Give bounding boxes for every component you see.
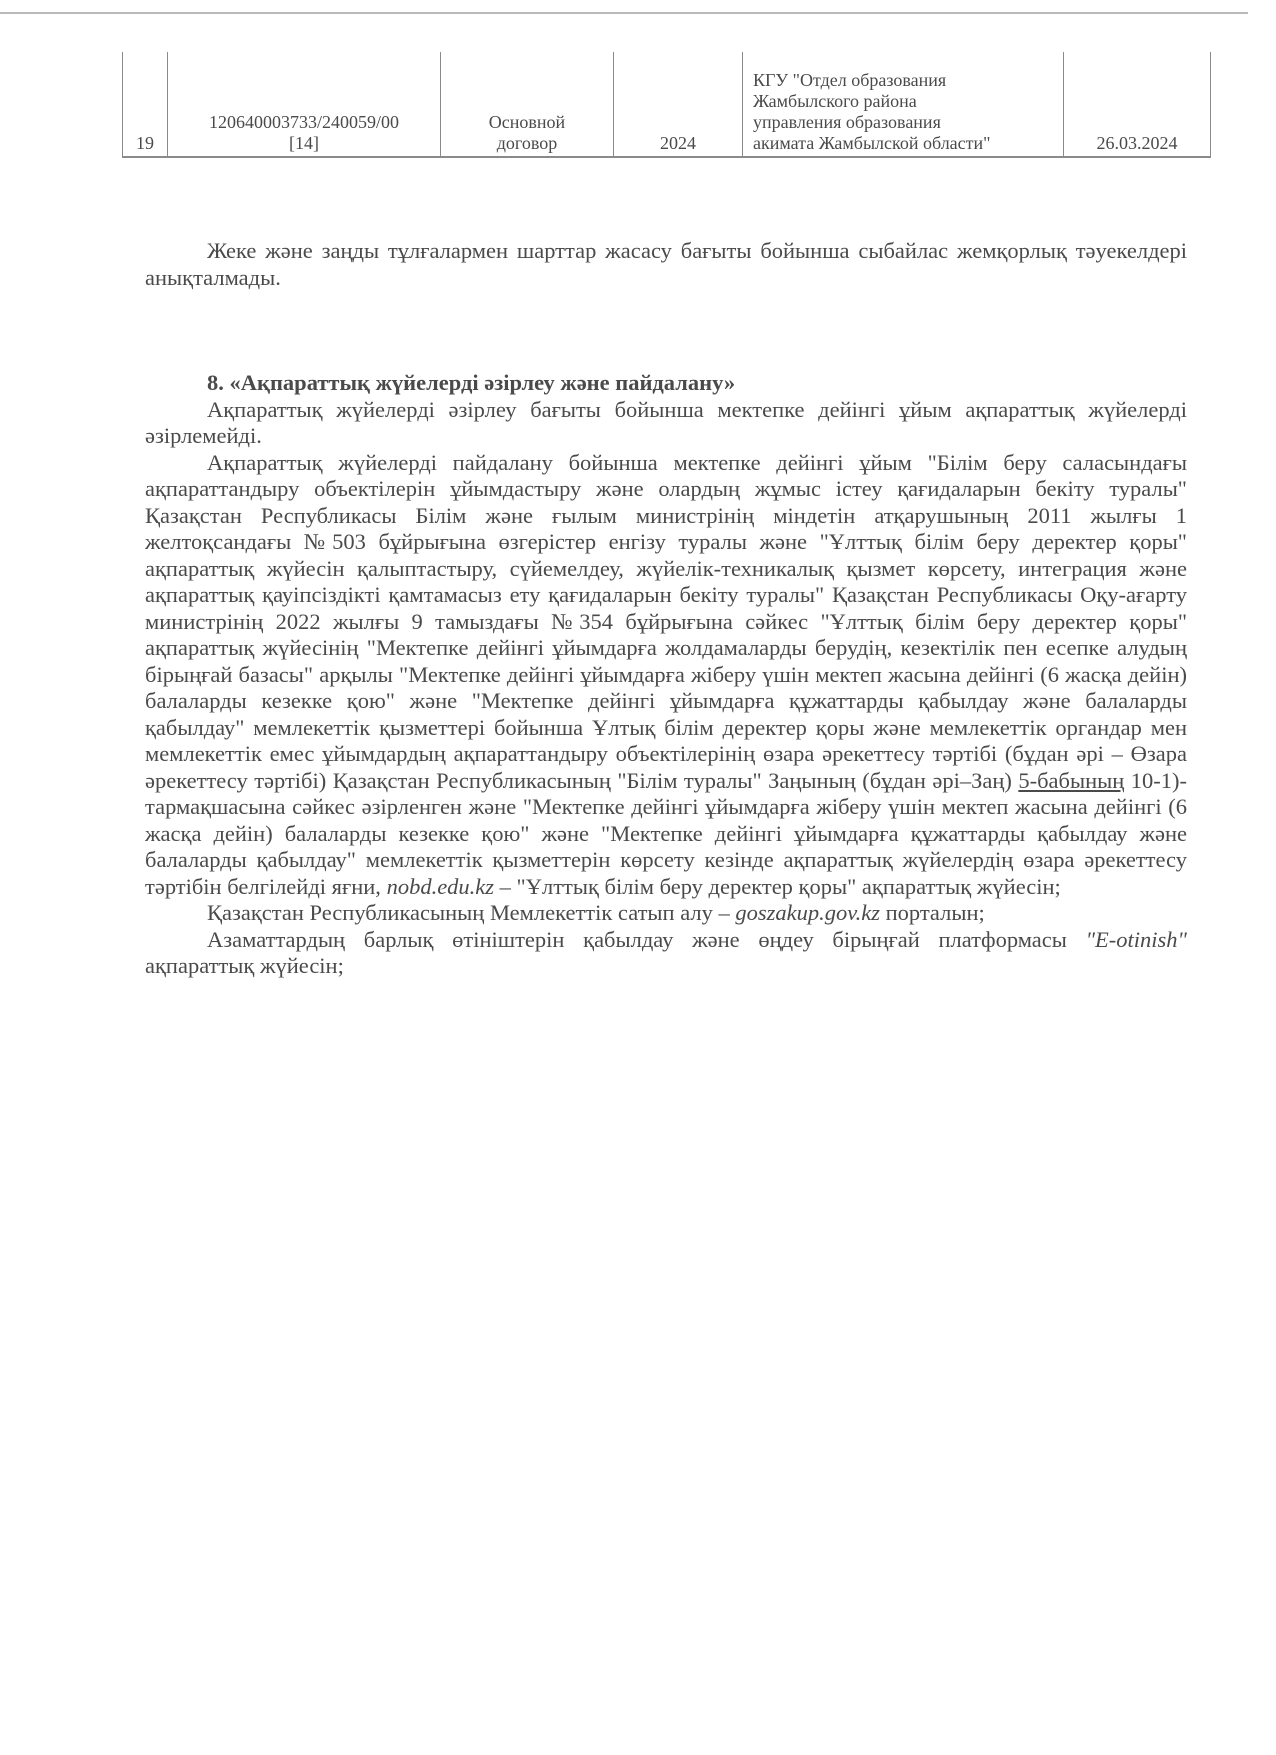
eotinish-text-part2: ақпараттық жүйесін; [145, 953, 344, 978]
contract-type-line1: Основной [488, 112, 566, 132]
nobd-site-name: nobd.edu.kz [386, 873, 495, 899]
org-line2: Жамбылского района [753, 91, 917, 111]
cell-contract-type [440, 52, 613, 156]
usage-text-part2: 10-1)-тармақшасына сәйкес әзірленген және "Мектепке дейінгі ұйымдарға жіберу үшін мектеп жасына дейінгі (6 жасқа дейін) балаларды кезекке қою" және "Мектепке дейінгі ұйымдарға құжаттарды қабылдау және балаларды қабылдау" мемлекеттік қызметтерін көрсету кезінде ақпараттық жүйелердің өзара әрекеттесу тәртібін белгілейді яғни, [145, 767, 1187, 899]
paragraph-development: Ақпараттық жүйелерді әзірлеу бағыты бойынша мектепке дейінгі ұйым ақпараттық жүйелерді әзірлемейді. [145, 396, 1187, 448]
contracts-table-row [122, 52, 1211, 158]
eotinish-text-part1: Азаматтардың барлық өтініштерін қабылдау және өңдеу бірыңғай платформасы [207, 926, 1086, 952]
section-heading: 8. «Ақпараттық жүйелерді әзірлеу және пайдалану» [207, 370, 736, 395]
contract-type-line2: договор [496, 133, 558, 153]
section-8 [145, 370, 1187, 980]
contract-id-line2: [14] [289, 133, 319, 153]
goszakup-site-name: goszakup.gov.kz [735, 900, 880, 925]
risks-text: Жеке және заңды тұлғалармен шарттар жасасу бағыты бойынша сыбайлас жемқорлық тәуекелдері анықталмады. [145, 238, 1187, 290]
org-line4: акимата Жамбылской области" [753, 133, 991, 153]
cell-organization [742, 52, 1063, 156]
cell-date [1063, 52, 1211, 156]
scan-top-edge-line [0, 12, 1248, 14]
cell-number [122, 52, 167, 156]
paragraph-risks [145, 238, 1187, 291]
paragraph-usage [145, 450, 1187, 901]
eotinish-system-name: "E-otinish" [1085, 926, 1187, 952]
usage-text-part1: Ақпараттық жүйелерді пайдалану бойынша мектепке дейінгі ұйым "Білім беру саласындағы ақпараттандыру объектілерін ұйымдастыру және олардың жұмыс істеу қағидаларын бекіту туралы" Қазақстан Республикасы Білім және ғылым министрінің міндетін атқарушының 2011 жылғы 1 желтоқсандағы №503 бұйрығына өзгерістер енгізу туралы және "Ұлттық білім беру деректер қоры" ақпараттық жүйесін қалыптастыру, сүйемелдеу, жүйелік-техникалық қызмет көрсету, интеграция және ақпараттық қауіпсіздікті қамтамасыз ету қағидаларын бекіту туралы" Қазақстан Республикасы Оқу-ағарту министрінің 2022 жылғы 9 тамыздағы №354 бұйрығына сәйкес "Ұлттық білім беру деректер қоры" ақпараттық жүйесінің "Мектепке дейінгі ұйымдарға жолдамаларды берудің, кезектілік пен есепке алудың бірыңғай базасы" арқылы "Мектепке дейінгі ұйымдарға жіберу үшін мектеп жасына дейінгі (6 жасқа дейін) балаларды кезекке қою" және "Мектепке дейінгі ұйымдарға құжаттарды қабылдау және балаларды қабылдау" мемлекеттік қызметтері бойынша Ұлтық білім деректер қоры және мемлекеттік органдар мен мемлекеттік емес ұйымдардың ақпараттандыру объектілерінің өзара әрекеттесу тәртібі (бұдан әрі – Өзара әрекеттесу тәртібі) Қазақстан Республикасының "Білім туралы" Заңының (бұдан әрі–Заң) [145, 449, 1187, 793]
contract-id-line1: 120640003733/240059/00 [208, 112, 399, 132]
goszakup-text-part1: Қазақстан Республикасының Мемлекеттік сатып алу – [207, 900, 736, 925]
goszakup-text-part2: порталын; [879, 900, 985, 925]
contract-year: 2024 [660, 133, 696, 153]
cell-year [613, 52, 742, 156]
law-article-link[interactable]: 5-бабының [1018, 767, 1125, 793]
org-line3: управления образования [753, 112, 941, 132]
usage-text-part3: – "Ұлттық білім беру деректер қоры" ақпараттық жүйесін; [494, 873, 1061, 899]
paragraph-goszakup [145, 900, 1187, 927]
cell-contract-id [167, 52, 440, 156]
paragraph-eotinish [145, 927, 1187, 980]
contract-date: 26.03.2024 [1096, 133, 1178, 153]
org-line1: КГУ "Отдел образования [753, 70, 947, 90]
row-number: 19 [136, 133, 154, 153]
